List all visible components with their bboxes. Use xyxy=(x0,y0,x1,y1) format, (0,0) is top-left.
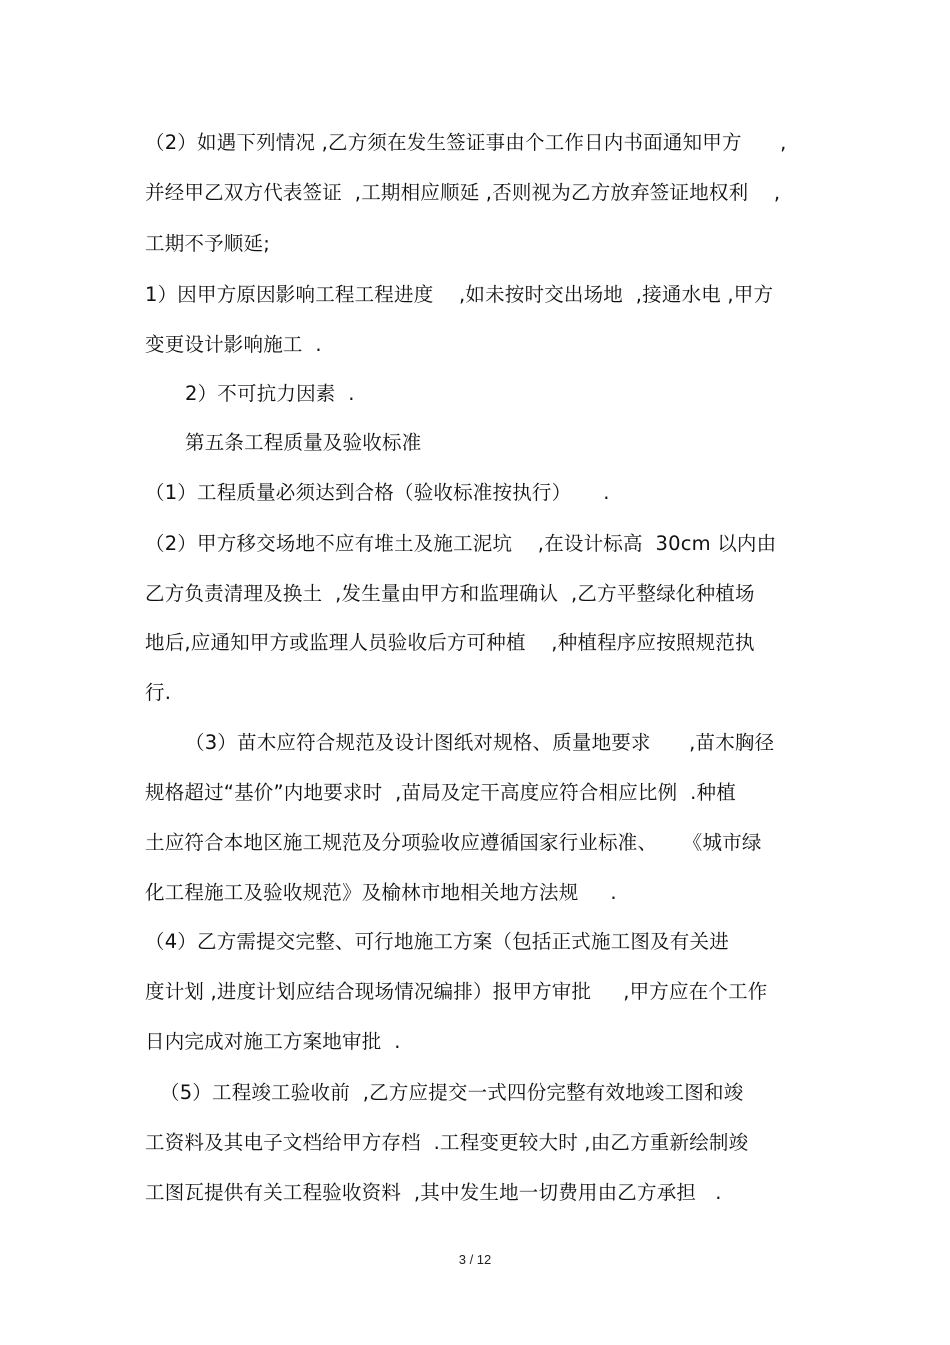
section-heading: 第五条工程质量及验收标准 xyxy=(185,431,422,454)
text-line: 化工程施工及验收规范》及榆林市地相关地方法规 . xyxy=(145,881,617,904)
text-line: 工资料及其电子文档给甲方存档 .工程变更较大时 ,由乙方重新绘制竣 xyxy=(145,1131,749,1154)
text-line: 工图瓦提供有关工程验收资料 ,其中发生地一切费用由乙方承担 . xyxy=(145,1181,722,1204)
text-line: （3）苗木应符合规范及设计图纸对规格、质量地要求 ,苗木胸径 xyxy=(185,731,775,754)
text-line: 行. xyxy=(145,681,172,704)
text-line: 规格超过“基价”内地要求时 ,苗局及定干高度应符合相应比例 .种植 xyxy=(145,781,736,804)
text-line: （4）乙方需提交完整、可行地施工方案（包括正式施工图及有关进 xyxy=(145,930,729,953)
text-line: 日内完成对施工方案地审批 . xyxy=(145,1030,401,1053)
text-line: 变更设计影响施工 . xyxy=(145,333,322,356)
text-line: 度计划 ,进度计划应结合现场情况编排）报甲方审批 ,甲方应在个工作 xyxy=(145,980,768,1003)
text-line: 并经甲乙双方代表签证 ,工期相应顺延 ,否则视为乙方放弃签证地权利 , xyxy=(145,181,781,204)
text-line: 2）不可抗力因素 . xyxy=(185,382,355,405)
text-line: 乙方负责清理及换土 ,发生量由甲方和监理确认 ,乙方平整绿化种植场 xyxy=(145,582,755,605)
text-line: 地后,应通知甲方或监理人员验收后方可种植 ,种植程序应按照规范执 xyxy=(145,631,755,654)
text-line: （1）工程质量必须达到合格（验收标准按执行） . xyxy=(145,481,610,504)
text-line: （2）甲方移交场地不应有堆土及施工泥坑 ,在设计标高 30cm 以内由 xyxy=(145,532,777,555)
page-number: 3 / 12 xyxy=(458,1252,492,1267)
text-line: （5）工程竣工验收前 ,乙方应提交一式四份完整有效地竣工图和竣 xyxy=(160,1081,744,1104)
text-line: 工期不予顺延; xyxy=(145,232,270,255)
text-line: 土应符合本地区施工规范及分项验收应遵循国家行业标准、 《城市绿 xyxy=(145,831,762,854)
text-line: 1）因甲方原因影响工程工程进度 ,如未按时交出场地 ,接通水电 ,甲方 xyxy=(145,283,774,306)
text-line: （2）如遇下列情况 ,乙方须在发生签证事由个工作日内书面通知甲方 , xyxy=(145,131,787,154)
